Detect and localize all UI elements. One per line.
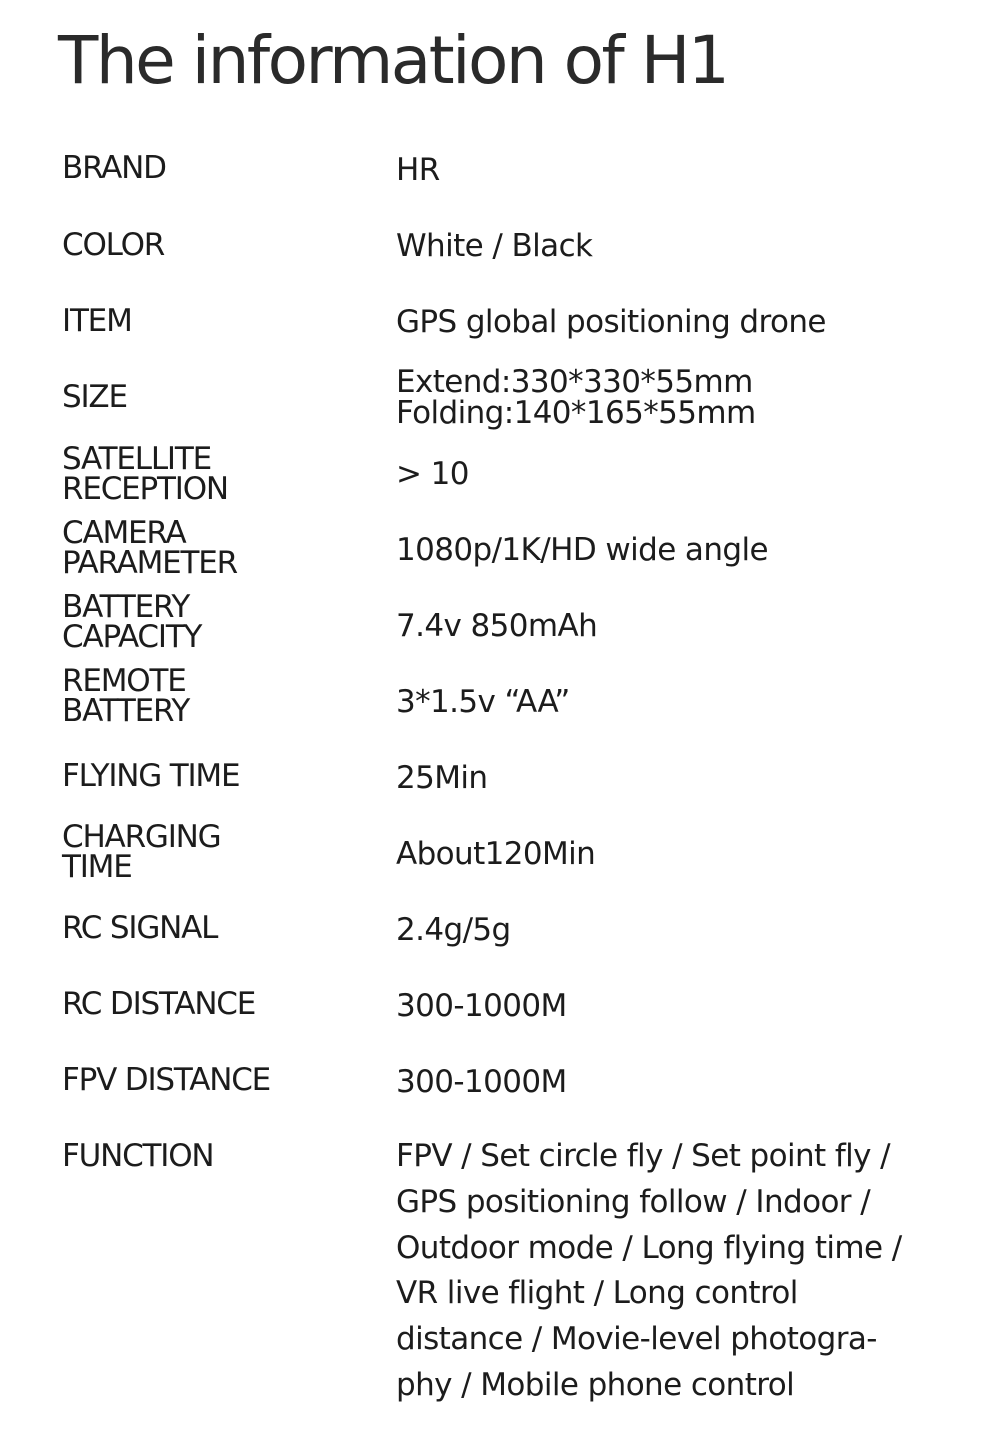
spec-label-line: BRAND	[62, 150, 166, 186]
spec-value	[396, 684, 570, 720]
spec-value	[396, 456, 469, 492]
spec-label-line: RECEPTION	[62, 471, 228, 507]
spec-label	[62, 758, 240, 794]
spec-value	[396, 364, 756, 431]
spec-label-line: FPV DISTANCE	[62, 1062, 271, 1098]
spec-label	[62, 150, 166, 186]
spec-label-line: SIZE	[62, 379, 127, 415]
spec-value	[396, 836, 596, 872]
spec-value	[396, 912, 511, 948]
spec-label-line: REMOTE	[62, 663, 186, 699]
spec-value-line: GPS global positioning drone	[396, 304, 826, 340]
spec-value	[396, 760, 488, 796]
spec-label	[62, 441, 228, 507]
spec-value	[396, 1064, 567, 1100]
spec-label	[62, 986, 256, 1022]
spec-label	[62, 303, 132, 339]
spec-value	[396, 532, 768, 568]
spec-label-line: CAPACITY	[62, 619, 202, 655]
spec-value-line: distance / Movie-level photogra-	[396, 1321, 877, 1358]
spec-label-line: CAMERA	[62, 515, 186, 551]
spec-value-line: 300-1000M	[396, 1064, 567, 1100]
spec-value-line: 1080p/1K/HD wide angle	[396, 532, 768, 568]
spec-label-line: SATELLITE	[62, 441, 211, 477]
spec-value-line: Extend:330*330*55mm	[396, 364, 753, 400]
spec-label	[62, 1138, 214, 1174]
spec-value-line: 3*1.5v “AA”	[396, 684, 570, 720]
spec-value-line: 2.4g/5g	[396, 912, 511, 948]
spec-value-line: 7.4v 850mAh	[396, 608, 598, 644]
spec-value-line: Folding:140*165*55mm	[396, 395, 756, 431]
spec-label-line: RC SIGNAL	[62, 910, 218, 946]
spec-value-line: White / Black	[396, 228, 593, 264]
spec-label	[62, 819, 221, 885]
spec-value-line: phy / Mobile phone control	[396, 1366, 795, 1403]
spec-value-line: HR	[396, 152, 440, 188]
spec-value-line: FPV / Set circle fly / Set point fly /	[396, 1138, 891, 1174]
spec-label-line: ITEM	[62, 303, 132, 339]
spec-value-line: About120Min	[396, 836, 596, 872]
spec-label-line: FLYING TIME	[62, 758, 240, 794]
spec-value-line: > 10	[396, 456, 469, 492]
spec-label	[62, 227, 165, 263]
spec-label	[62, 379, 127, 415]
spec-value	[396, 304, 826, 340]
spec-label-line: RC DISTANCE	[62, 986, 256, 1022]
spec-value-line: 300-1000M	[396, 988, 567, 1024]
spec-label-line: FUNCTION	[62, 1138, 214, 1174]
spec-label	[62, 910, 218, 946]
spec-value	[396, 988, 567, 1024]
spec-value-line: 25Min	[396, 760, 488, 796]
spec-value-line: VR live flight / Long control	[396, 1275, 798, 1312]
spec-label-line: BATTERY	[62, 589, 190, 625]
spec-label-line: TIME	[62, 849, 132, 885]
spec-label-line: COLOR	[62, 227, 165, 263]
spec-label	[62, 1062, 271, 1098]
spec-value	[396, 228, 593, 264]
spec-value	[396, 152, 440, 188]
spec-label	[62, 663, 190, 729]
spec-value-line: Outdoor mode / Long flying time /	[396, 1229, 902, 1266]
spec-value-line: GPS positioning follow / Indoor /	[396, 1183, 871, 1220]
spec-value	[396, 1134, 902, 1409]
spec-value	[396, 608, 598, 644]
spec-label-line: BATTERY	[62, 693, 190, 729]
spec-label	[62, 515, 238, 581]
page-title: The information of H1	[58, 22, 728, 99]
spec-label-line: PARAMETER	[62, 545, 238, 581]
spec-label	[62, 589, 202, 655]
spec-label-line: CHARGING	[62, 819, 221, 855]
